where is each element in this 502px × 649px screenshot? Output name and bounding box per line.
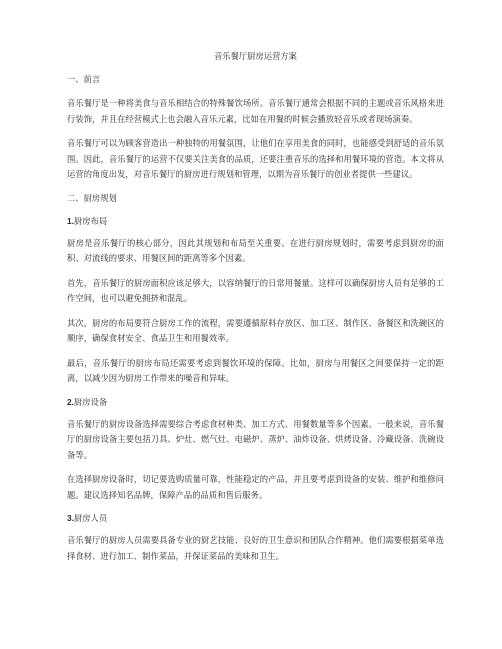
subsection-number: 2. (67, 396, 74, 407)
paragraph: 音乐餐厅可以为顾客营造出一种独特的用餐氛围，让他们在享用美食的同时，也能感受到舒适的音乐氛围。因此，音乐餐厅的运营不仅要关注美食的品质，还要注重音乐的选择和用餐环境的营造。本文将从运营的角度出发，对音乐餐厅的厨房进行规划和管理，以期为音乐餐厅的创业者提供一些建议。 (67, 138, 444, 179)
paragraph: 其次，厨房的布局要符合厨房工作的流程，需要遵循原料存放区、加工区、制作区、备餐区和洗碗区的顺序，确保食材安全、食品卫生和用餐效率。 (67, 317, 444, 343)
paragraph: 在选择厨房设备时，切记要选购质量可靠，性能稳定的产品，并且要考虑到设备的安装、维护和维修问题。建议选择知名品牌，保障产品的品质和售后服务。 (67, 474, 444, 500)
section-heading-preface: 一、前言 (67, 74, 101, 84)
section-heading-kitchen-planning: 二、厨房规划 (67, 192, 117, 203)
subsection-number: 1. (67, 215, 74, 226)
paragraph: 音乐餐厅是一种将美食与音乐相结合的特殊餐饮场所。音乐餐厅通常会根据不同的主题或音乐风格来进行装饰，并且在经营模式上也会融入音乐元素，比如在用餐的时候会播放轻音乐或者现场演奏。 (67, 98, 444, 124)
document-title: 音乐餐厅厨房运营方案 (214, 51, 297, 61)
subsection-title: 厨房人员 (73, 513, 108, 523)
subsection-title: 厨房布局 (73, 215, 108, 226)
subsection-heading-kitchen-layout (67, 215, 444, 227)
paragraph: 音乐餐厅的厨房人员需要具备专业的厨艺技能、良好的卫生意识和团队合作精神。他们需要根据菜单选择食材、进行加工、制作菜品，并保证菜品的美味和卫生。 (67, 535, 444, 561)
paragraph: 音乐餐厅的厨房设备选择需要综合考虑食材种类、加工方式、用餐数量等多个因素。一般来说，音乐餐厅的厨房设备主要包括刀具、炉灶、燃气灶、电磁炉、蒸炉、油炸设备、烘烤设备、冷藏设备、洗碗设备等。 (67, 418, 444, 460)
subsection-heading-kitchen-staff (67, 512, 444, 524)
paragraph: 厨房是音乐餐厅的核心部分，因此其规划和布局至关重要。在进行厨房规划时，需要考虑到厨房的面积、对流线的要求、用餐区间的距离等多个因素。 (67, 237, 444, 263)
paragraph: 最后，音乐餐厅的厨房布局还需要考虑到餐饮环境的保障。比如，厨房与用餐区之间要保持一定的距离，以减少因为厨房工作带来的噪音和异味。 (67, 357, 444, 383)
paragraph: 首先，音乐餐厅的厨房面积应该足够大，以容纳餐厅的日常用餐量。这样可以确保厨房人员有足够的工作空间，也可以避免拥挤和混乱。 (67, 277, 444, 303)
subsection-number: 3. (67, 513, 74, 523)
subsection-title: 厨房设备 (73, 396, 108, 407)
subsection-heading-kitchen-equipment (67, 396, 444, 408)
